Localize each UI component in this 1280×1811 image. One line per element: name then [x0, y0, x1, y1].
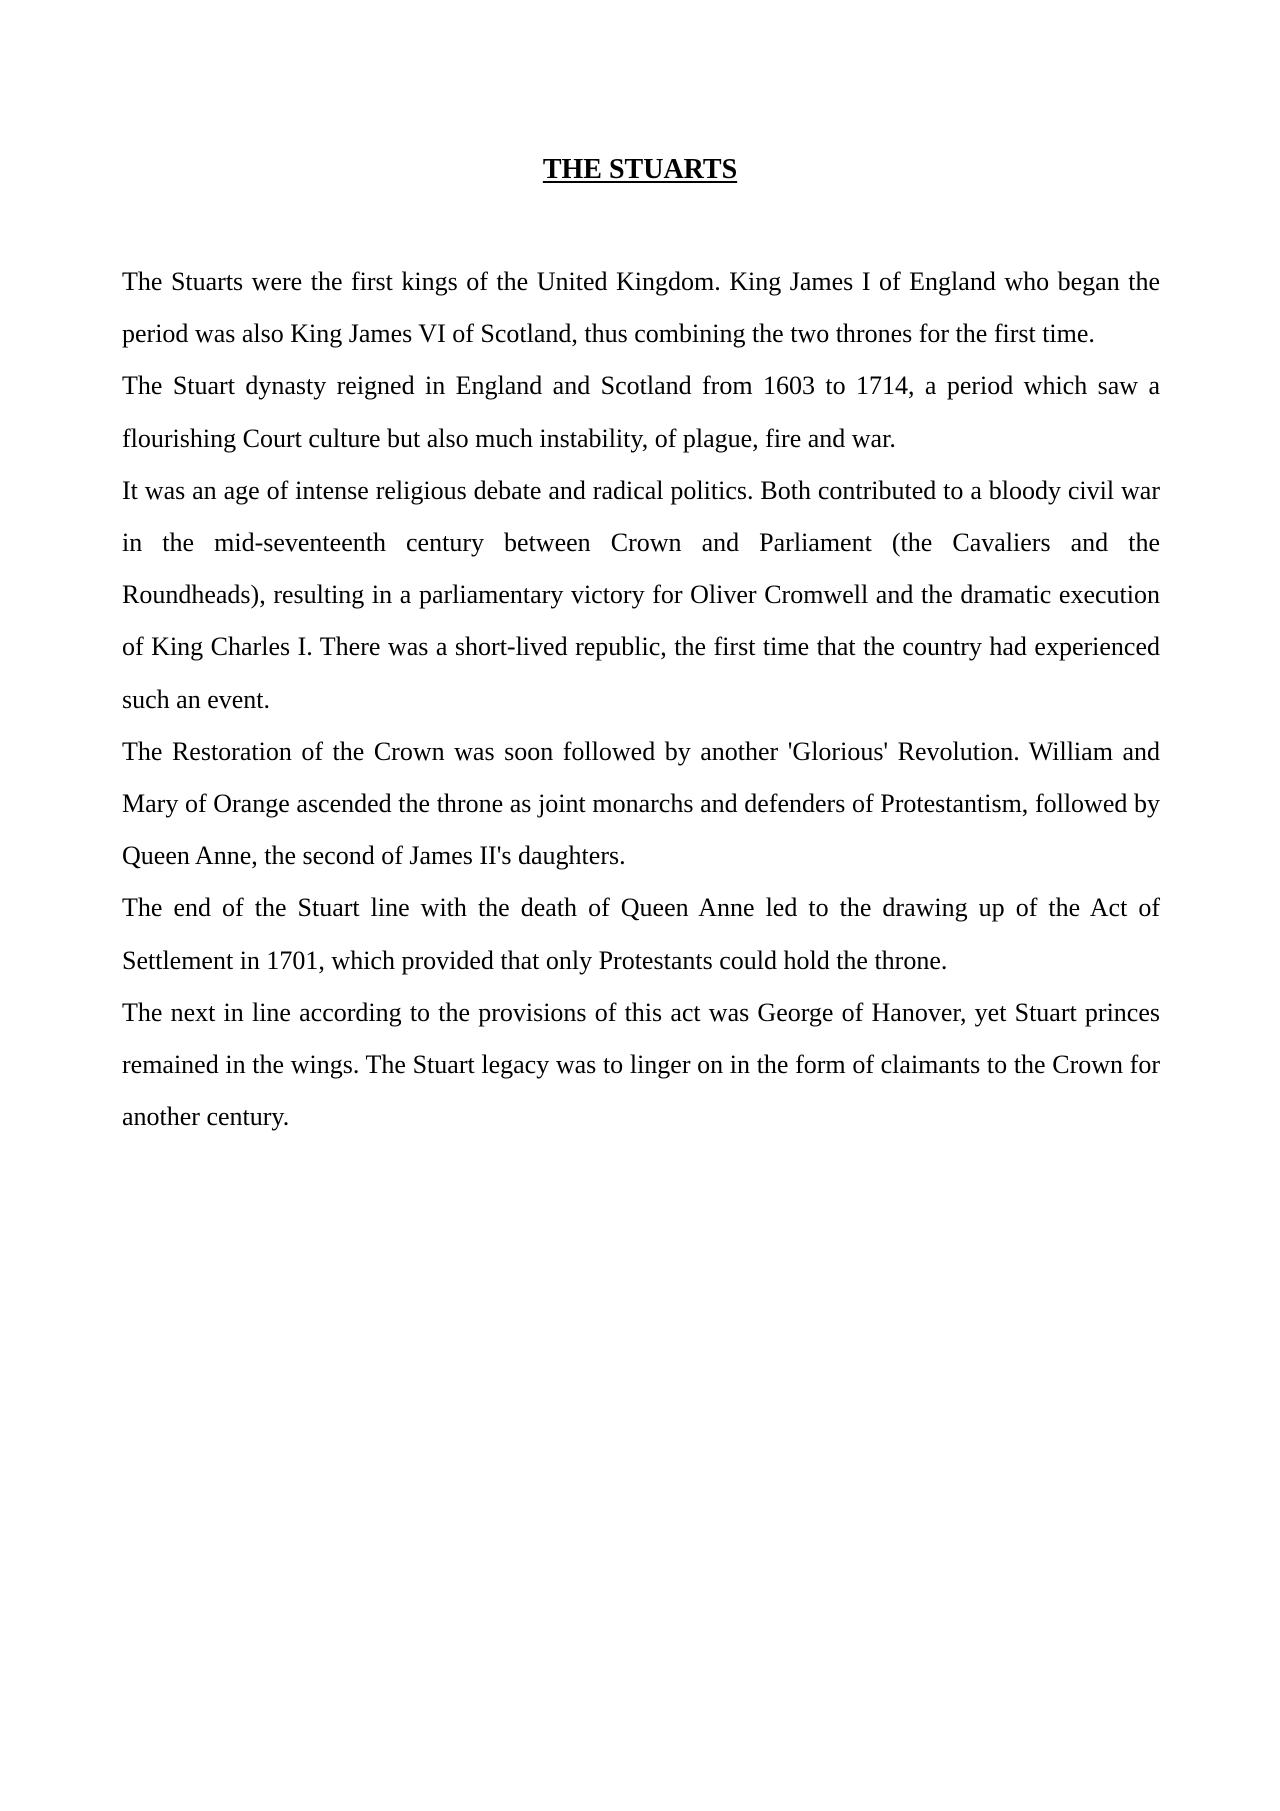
paragraph-5: The end of the Stuart line with the death of Queen Anne led to the drawing up of the Act of Settlement in 1701, which provided that only Protestants could hold the throne. — [122, 893, 1160, 975]
page-title — [0, 152, 1280, 188]
paragraph-2: The Stuart dynasty reigned in England and Scotland from 1603 to 1714, a period which saw a flourishing Court culture but also much instability, of plague, fire and war. — [122, 371, 1160, 453]
paragraph-1: The Stuarts were the first kings of the United Kingdom. King James I of England who began the period was also King James VI of Scotland, thus combining the two thrones for the first time. — [122, 267, 1160, 349]
paragraph-3: It was an age of intense religious debate and radical politics. Both contributed to a bloody civil war in the mid-seventeenth century between Crown and Parliament (the Cavaliers and the Roundheads), resulting in a parliamentary victory for Oliver Cromwell and the dramatic execution of King Charles I. There was a short-lived republic, the first time that the country had experienced such an event. — [122, 475, 1160, 714]
page-title-text: THE STUARTS — [542, 154, 738, 185]
document-body — [122, 256, 1160, 1143]
paragraph-4: The Restoration of the Crown was soon followed by another 'Glorious' Revolution. William and Mary of Orange ascended the throne as joint monarchs and defenders of Protestantism, followed by Queen Anne, the second of James II's daughters. — [122, 736, 1160, 871]
paragraph-6: The next in line according to the provisions of this act was George of Hanover, yet Stuart princes remained in the wings. The Stuart legacy was to linger on in the form of claimants to the Crown for another century. — [122, 997, 1160, 1132]
